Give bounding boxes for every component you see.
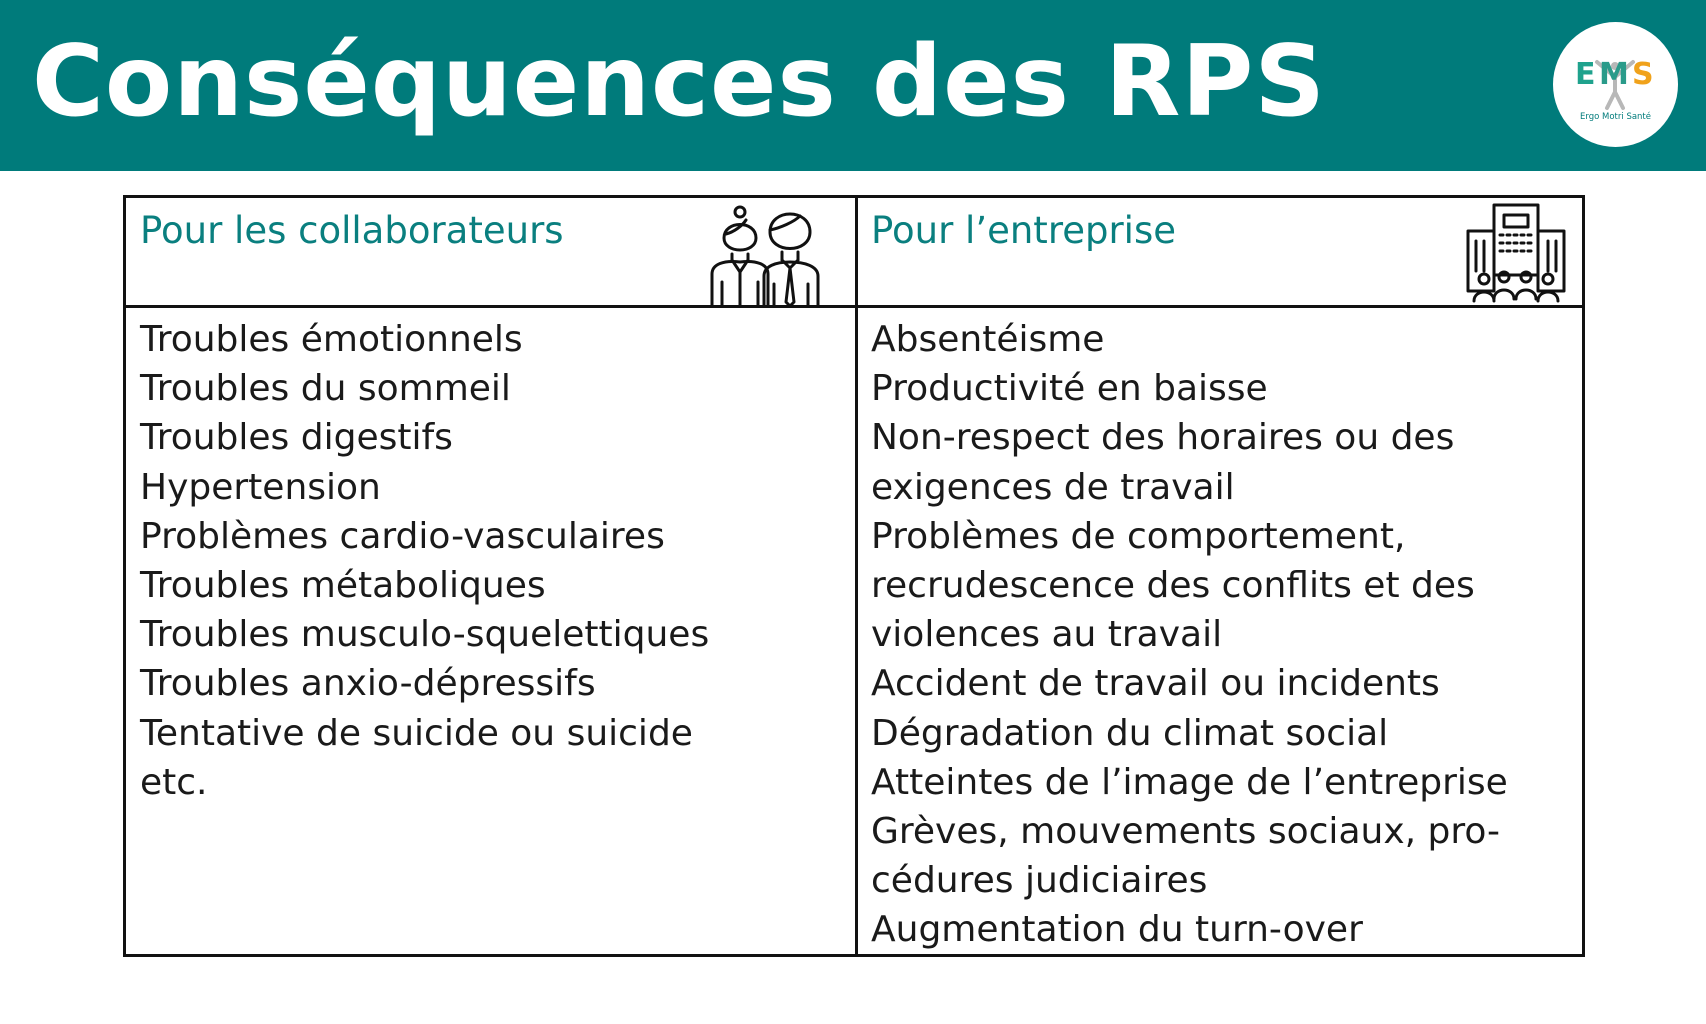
list-item: Problèmes de comportement, recrudescence des conflits et des violences au travail bbox=[871, 515, 1475, 656]
list-item: Troubles digestifs bbox=[140, 417, 453, 459]
list-item: Atteintes de l’image de l’entreprise bbox=[871, 761, 1508, 803]
ems-logo-icon bbox=[1553, 22, 1678, 147]
list-item: Troubles émotionnels bbox=[140, 319, 523, 360]
list-item: etc. bbox=[140, 761, 208, 803]
two-people-icon bbox=[706, 202, 824, 306]
column-heading-entreprise: Pour l’entreprise bbox=[871, 209, 1176, 252]
list-item: Troubles anxio-dépressifs bbox=[140, 663, 596, 705]
consequences-table bbox=[123, 195, 1585, 957]
collaborateurs-consequences-list bbox=[140, 315, 709, 807]
logo-caption: Ergo Motri Santé bbox=[1580, 112, 1651, 122]
list-item: Troubles musculo-squelettiques bbox=[140, 614, 710, 656]
list-item: Non-respect des horaires ou des exigences de travail bbox=[871, 417, 1455, 508]
entreprise-consequences-list bbox=[871, 315, 1508, 955]
header-row-divider bbox=[126, 305, 1582, 308]
column-divider bbox=[855, 198, 858, 954]
list-item: Problèmes cardio-vasculaires bbox=[140, 515, 665, 557]
svg-text:M: M bbox=[1599, 57, 1629, 92]
office-building-icon bbox=[1464, 201, 1568, 305]
list-item: Productivité en baisse bbox=[871, 368, 1268, 410]
list-item: Augmentation du turn-over bbox=[871, 909, 1363, 951]
svg-text:S: S bbox=[1632, 57, 1654, 92]
list-item: Dégradation du climat social bbox=[871, 712, 1389, 754]
list-item: Troubles du sommeil bbox=[140, 368, 511, 410]
list-item: Tentative de suicide ou suicide bbox=[140, 712, 693, 754]
list-item: Absentéisme bbox=[871, 319, 1105, 360]
page-title: Conséquences des RPS bbox=[32, 25, 1326, 139]
list-item: Grèves, mouvements sociaux, pro- cédures judiciaires bbox=[871, 811, 1501, 902]
list-item: Troubles métaboliques bbox=[140, 565, 546, 607]
ems-logo bbox=[1553, 22, 1678, 147]
list-item: Hypertension bbox=[140, 466, 381, 508]
column-heading-collaborateurs: Pour les collaborateurs bbox=[140, 209, 564, 252]
header-banner bbox=[0, 0, 1706, 171]
list-item: Accident de travail ou incidents bbox=[871, 663, 1440, 705]
svg-text:E: E bbox=[1575, 57, 1596, 92]
